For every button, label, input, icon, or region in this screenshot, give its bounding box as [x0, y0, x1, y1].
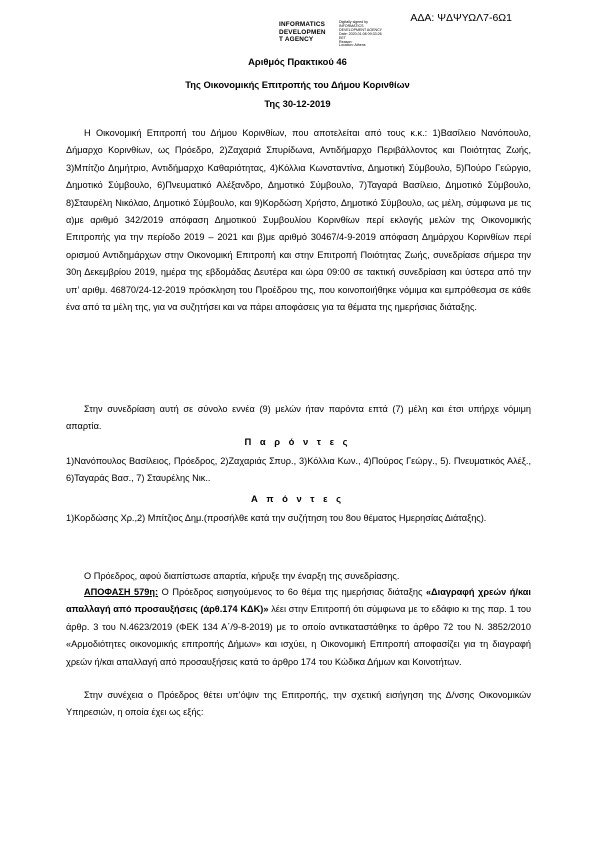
decision-subject: «Διαγραφή χρεών ή/και απαλλαγή από προσαυξήσεις (άρθ.174 ΚΔΚ)» [66, 587, 531, 615]
meeting-date: Της 30-12-2019 [264, 98, 331, 109]
stamp-agency-name: INFORMATICS DEVELOPMEN T AGENCY [279, 21, 326, 44]
intro-paragraph: Η Οικονομική Επιτροπή του Δήμου Κορινθίων, που αποτελείται από τους κ.κ.: 1)Βασίλειο Νανόπουλο, Δήμαρχο Κορινθίων, ως Πρόεδρο, 2)Ζαχαριά Σπυρίδωνα, Αντιδήμαρχο Περιβάλλοντος και Ποιότητας Ζωής, 3)Μπίτζιο Δημήτριο, Αντιδήμαρχο Καθαριότητας, 4)Κόλλια Κωνσταντίνα, Δημοτική Σύμβουλο, 5)Πούρο Γεώργιο, Δημοτικό Σύμβουλο, 6)Πνευματικό Αλέξανδρο, Δημοτικό Σύμβουλο, 7)Ταγαρά Βασίλειο, Δημοτικό Σύμβουλο, 8)Σταυρέλη Νικόλαο, Δημοτικό Σύμβουλο, και 9)Κορδώση Χρήστο, Δημοτικό Σύμβουλο, ως μέλη, σύμφωνα με τις α)με αριθμό 342/2019 απόφαση Δημοτικού Συμβουλίου Κορινθίων περί εκλογής μελών της Οικονομικής Επιτροπής για την περίοδο 2019 – 2021 και β)με αριθμό 30467/4-9-2019 απόφαση Δημάρχου Κορινθίων περί ορισμού Αντιδημάρχων στην Οικονομική Επιτροπή και στην Επιτροπή Ποιότητας Ζωής, συνεδρίασε σήμερα την 30η Δεκεμβρίου 2019, ημέρα της εβδομάδας Δευτέρα και ώρα 09:00 σε τακτική συνεδρίαση και ύστερα από την υπ’ αριθμ. 46870/24-12-2019 πρόσκληση του Προέδρου της, που κοινοποιήθηκε νόμιμα και εμπρόθεσμα σε κάθε ένα από τα μέλη της, για να συζητήσει και να πάρει αποφάσεις για τα θέματα της ημερήσιας διάταξης. [66, 128, 531, 313]
stamp-signature-details: Digitally signed by INFORMATICS DEVELOPMENT AGENCY Date: 2020.01.08 09:33:26 EET Reason: Location: Athens [339, 20, 383, 48]
minutes-number-title: Αριθμός Πρακτικού 46 [248, 56, 347, 67]
opening-paragraph: Ο Πρόεδρος, αφού διαπίστωσε απαρτία, κήρυξε την έναρξη της συνεδρίασης. [84, 571, 400, 581]
committee-title: Της Οικονομικής Επιτροπής του Δήμου Κορινθίων [185, 79, 410, 90]
decision-paragraph: ΑΠΟΦΑΣΗ 579η: Ο Πρόεδρος εισηγούμενος το 6ο θέμα της ημερήσιας διάταξης «Διαγραφή χρεών ή/και απαλλαγή από προσαυξήσεις (άρθ.174 ΚΔΚ)» λέει στην Επιτροπή ότι σύμφωνα με το εδάφιο κι της παρ. 1 του άρθρ. 3 του Ν.4623/2019 (ΦΕΚ 134 Α΄/9-8-2019) με το οποίο αντικαταστάθηκε το άρθρο 72 του Ν. 3852/2010 «Αρμοδιότητες οικονομικής επιτροπής Δήμων» και ισχύει, η Οικονομική Επιτροπή αποφασίζει για τη διαγραφή χρεών ή/και απαλλαγή από προσαυξήσεις κατά το άρθρο 174 του Κώδικα Δήμων και Κοινοτήτων. [66, 587, 531, 667]
decision-label: ΑΠΟΦΑΣΗ 579η: [84, 587, 159, 597]
present-heading: Π α ρ ό ν τ ε ς [244, 436, 351, 447]
proposal-paragraph: Στην συνέχεια ο Πρόεδρος θέτει υπ’όψιν της Επιτροπής, την σχετική εισήγηση της Δ/νσης Οικονομικών Υπηρεσιών, η οποία έχει ως εξής: [66, 690, 531, 718]
quorum-paragraph: Στην συνεδρίαση αυτή σε σύνολο εννέα (9) μελών ήταν παρόντα επτά (7) μέλη και έτσι υπήρχε νόμιμη απαρτία. [66, 404, 531, 432]
present-members-list: 1)Νανόπουλος Βασίλειος, Πρόεδρος, 2)Ζαχαριάς Σπυρ., 3)Κόλλια Κων., 4)Πούρος Γεώργ., 5). Πνευματικός Αλέξ., 6)Ταγαράς Βασ., 7) Σταυρέλης Νικ.. [66, 456, 531, 484]
absent-members-list: 1)Κορδώσης Χρ.,2) Μπίτζιος Δημ.(προσήλθε κατά την συζήτηση του 8ου θέματος Ημερησίας Διάταξης). [66, 513, 487, 523]
digital-signature-stamp [279, 21, 389, 51]
ada-code: ΑΔΑ: ΨΔΨΥΩΛ7-6Ω1 [410, 12, 512, 24]
absent-heading: Α π ό ν τ ε ς [250, 493, 345, 504]
